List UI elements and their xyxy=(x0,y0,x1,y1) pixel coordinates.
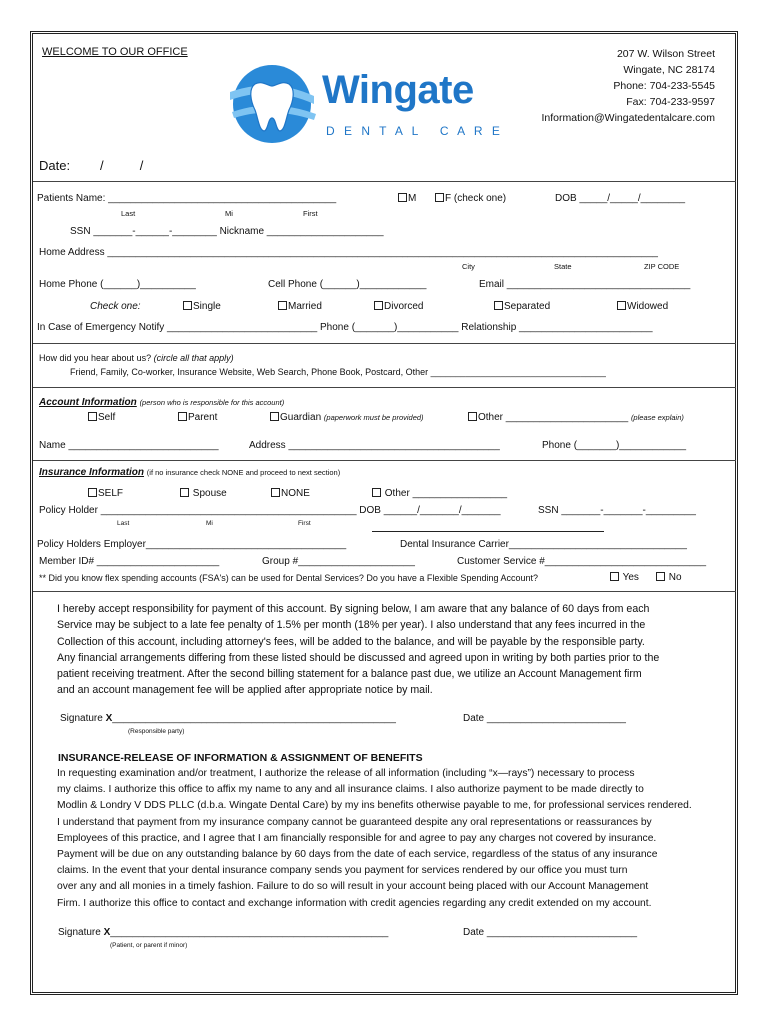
agreement-line: Service may be subject to a late fee penalty of 1.5% per month (18% per year). I also understand that any fees incurred in the xyxy=(57,619,646,632)
release-line: my claims. I authorize this office to affix my name to any and all insurance claims. I also authorize payment to be made directly to xyxy=(57,784,644,796)
fsa-no-label: No xyxy=(668,572,682,583)
release-line: over any and all monies in a timely fashion. Failure to do so will result in your account being placed with our Account Management xyxy=(57,881,649,893)
patient-signature-field[interactable] xyxy=(58,927,388,938)
separated-checkbox[interactable] xyxy=(494,301,550,312)
first-caption: First xyxy=(298,520,311,527)
date-field[interactable]: / / xyxy=(100,158,144,173)
address-line: Fax: 704-233-9597 xyxy=(626,96,715,108)
signature-label: Signature xyxy=(58,927,104,938)
employer-field[interactable]: Policy Holders Employer____________________________________ xyxy=(37,539,347,550)
fsa-yes-checkbox[interactable] xyxy=(610,572,639,583)
fsa-no-checkbox[interactable] xyxy=(656,572,682,583)
fsa-question: ** Did you know flex spending accounts (FSA's) can be used for Dental Services? Do you have a Flexible Spending Account? xyxy=(39,573,538,583)
male-checkbox[interactable] xyxy=(398,193,416,204)
office-address xyxy=(542,46,716,126)
self-checkbox[interactable] xyxy=(88,412,115,423)
mi-caption: Mi xyxy=(206,520,213,527)
checkbox-icon xyxy=(435,193,444,202)
address-line: 207 W. Wilson Street xyxy=(616,48,715,60)
agreement-line: I hereby accept responsibility for payment of this account. By signing below, I am aware that any balance of 60 days from each xyxy=(57,603,650,615)
release-line: Employees of this practice, and I agree that I am financially responsible for and agree to pay any charges not covered by insurance. xyxy=(57,832,657,844)
emergency-contact-field[interactable]: In Case of Emergency Notify ___________________________ Phone (_______)___________ Relationship ________________________ xyxy=(37,322,653,333)
referral-options[interactable]: Friend, Family, Co-worker, Insurance Website, Web Search, Phone Book, Postcard, Other ___________________________________ xyxy=(70,367,606,377)
underline-rule xyxy=(372,531,604,532)
single-checkbox[interactable] xyxy=(183,301,221,312)
account-title: Account Information xyxy=(39,397,137,408)
divider xyxy=(33,181,736,182)
zip-caption: ZIP CODE xyxy=(644,262,680,271)
release-title: INSURANCE-RELEASE OF INFORMATION & ASSIGNMENT OF BENEFITS xyxy=(58,752,423,764)
state-caption: State xyxy=(554,262,572,271)
agreement-line: patient receiving treatment. After the second billing statement for a balance past due, we utilize an Account Management firm xyxy=(57,668,642,681)
referral-question-text: How did you hear about us? xyxy=(39,353,152,363)
divider xyxy=(33,343,736,344)
checkbox-icon xyxy=(183,301,192,310)
guardian-note: (paperwork must be provided) xyxy=(323,413,424,422)
date-label: Date: xyxy=(39,158,71,173)
male-label: M xyxy=(408,193,417,204)
agreement-line: Any financial arrangements differing from these listed should be discussed and agreed upon in writing by both parties prior to the xyxy=(57,651,660,664)
widowed-checkbox[interactable] xyxy=(617,301,668,312)
checkbox-icon xyxy=(398,193,407,202)
signature-line: ___________________________________________________ xyxy=(112,713,396,724)
logo xyxy=(222,62,503,146)
insurance-other-checkbox[interactable] xyxy=(372,488,507,499)
insurance-note: (if no insurance check NONE and proceed to next section) xyxy=(146,468,341,477)
spouse-checkbox[interactable] xyxy=(180,488,227,499)
checkbox-icon xyxy=(271,488,280,497)
separated-label: Separated xyxy=(504,301,551,312)
checkbox-icon xyxy=(468,412,477,421)
checkbox-icon xyxy=(270,412,279,421)
signature-line: __________________________________________________ xyxy=(110,927,389,938)
signature-x: X xyxy=(105,713,113,724)
spouse-label: Spouse xyxy=(192,488,227,499)
release-line: Modlin & Londry V DDS PLLC (d.b.a. Wingate Dental Care) by my ins benefits otherwise payable to me, for professional services rendered. xyxy=(57,800,692,812)
release-line: claims. In the event that your dental insurance company sends you payment for services rendered by our office you must turn xyxy=(57,865,628,877)
logo-subtitle: D E N T A L C A R E xyxy=(326,124,503,138)
last-caption: Last xyxy=(121,209,136,218)
signature-label: Signature xyxy=(60,713,106,724)
policy-ssn-field[interactable]: SSN _______-_______-_________ xyxy=(538,505,696,516)
tooth-logo-icon xyxy=(222,62,322,146)
account-phone-field[interactable]: Phone (_______)____________ xyxy=(542,440,687,451)
checkbox-icon xyxy=(180,488,189,497)
last-caption: Last xyxy=(117,520,130,527)
none-label: NONE xyxy=(281,488,310,499)
parent-label: Parent xyxy=(188,412,218,423)
guardian-checkbox[interactable] xyxy=(270,412,424,423)
fsa-yes-label: Yes xyxy=(622,572,639,583)
insurance-self-checkbox[interactable] xyxy=(88,488,123,499)
parent-checkbox[interactable] xyxy=(178,412,217,423)
signature-caption: (Patient, or parent if minor) xyxy=(110,942,188,949)
other-label: Other ______________________ xyxy=(478,412,629,423)
release-line: In requesting examination and/or treatment, I authorize the release of all information (including “x—rays”) necessary to process xyxy=(57,768,635,779)
release-line: Firm. I authorize this office to contact and exchange information with credit agencies regarding any credit extended on my account. xyxy=(57,897,652,909)
ssn-nickname-field[interactable]: SSN _______-______-________ Nickname _____________________ xyxy=(70,226,384,237)
divorced-checkbox[interactable] xyxy=(374,301,423,312)
account-address-field[interactable]: Address ______________________________________ xyxy=(249,440,500,451)
customer-service-field[interactable]: Customer Service #_____________________________ xyxy=(457,556,707,567)
policy-holder-field[interactable]: Policy Holder ______________________________________________ DOB ______/_______/_______ xyxy=(39,505,501,516)
insurance-title: Insurance Information xyxy=(39,467,145,478)
account-name-field[interactable]: Name ___________________________ xyxy=(39,440,219,451)
logo-name: Wingate xyxy=(322,68,474,112)
address-line: Wingate, NC 28174 xyxy=(623,64,715,76)
female-checkbox[interactable] xyxy=(435,193,506,204)
agreement-line: and an account management fee will be applied after appropriate notice by mail. xyxy=(57,684,433,697)
city-caption: City xyxy=(462,262,475,271)
insurance-self-label: SELF xyxy=(98,488,124,499)
insurance-other-label: Other _________________ xyxy=(384,488,508,499)
checkbox-icon xyxy=(88,488,97,497)
address-line: Information@Wingatedentalcare.com xyxy=(541,112,715,124)
release-date-field[interactable]: Date ___________________________ xyxy=(463,927,638,938)
email-field[interactable]: Email _________________________________ xyxy=(479,279,691,290)
patient-name-field[interactable]: Patients Name: _________________________________________ xyxy=(37,193,337,204)
checkbox-icon xyxy=(88,412,97,421)
cell-phone-field[interactable]: Cell Phone (______)____________ xyxy=(268,279,427,290)
married-label: Married xyxy=(288,301,322,312)
release-line: I understand that payment from my insurance company cannot be guaranteed despite any oral representations or reassurances by xyxy=(57,816,652,828)
release-text xyxy=(57,766,729,912)
checkbox-icon xyxy=(610,572,619,581)
female-label: F (check one) xyxy=(445,193,507,204)
checkbox-icon xyxy=(374,301,383,310)
checkbox-icon xyxy=(617,301,626,310)
welcome-heading: WELCOME TO OUR OFFICE xyxy=(42,46,188,58)
check-one-label: Check one: xyxy=(90,301,141,312)
referral-note: (circle all that apply) xyxy=(153,353,234,363)
divider xyxy=(33,387,736,388)
financial-agreement xyxy=(57,601,722,699)
divider xyxy=(33,460,736,461)
divider xyxy=(33,591,736,592)
home-phone-field[interactable]: Home Phone (______)__________ xyxy=(39,279,196,290)
checkbox-icon xyxy=(372,488,381,497)
married-checkbox[interactable] xyxy=(278,301,322,312)
other-note: (please explain) xyxy=(630,413,684,422)
member-id-field[interactable]: Member ID# ______________________ xyxy=(39,556,220,567)
checkbox-icon xyxy=(178,412,187,421)
group-field[interactable]: Group #_____________________ xyxy=(262,556,415,567)
agreement-line: Collection of this account, including attorney's fees, will be added to the balance, and will be payable by the responsible party. xyxy=(57,635,645,648)
self-label: Self xyxy=(98,412,116,423)
single-label: Single xyxy=(193,301,221,312)
dob-field[interactable]: DOB _____/_____/________ xyxy=(555,193,686,204)
widowed-label: Widowed xyxy=(627,301,669,312)
signature-caption: (Responsible party) xyxy=(128,728,185,735)
signature-x: X xyxy=(103,927,111,938)
release-line: Payment will be due on any outstanding balance by 60 days from the date of each service, regardless of the status of any insurance xyxy=(57,849,658,861)
other-account-checkbox[interactable] xyxy=(468,412,684,423)
carrier-field[interactable]: Dental Insurance Carrier________________________________ xyxy=(400,539,687,550)
account-note: (person who is responsible for this account) xyxy=(139,398,285,407)
home-address-field[interactable]: Home Address ___________________________________________________________________________________________________ xyxy=(39,247,658,258)
referral-question xyxy=(39,353,234,363)
first-caption: First xyxy=(303,209,318,218)
checkbox-icon xyxy=(494,301,503,310)
mi-caption: Mi xyxy=(225,209,233,218)
responsible-signature-field[interactable] xyxy=(60,713,396,724)
address-line: Phone: 704-233-5545 xyxy=(613,80,715,92)
checkbox-icon xyxy=(656,572,665,581)
none-checkbox[interactable] xyxy=(271,488,310,499)
agreement-date-field[interactable]: Date _________________________ xyxy=(463,713,626,724)
divorced-label: Divorced xyxy=(384,301,424,312)
checkbox-icon xyxy=(278,301,287,310)
guardian-label: Guardian xyxy=(280,412,322,423)
insurance-section-title xyxy=(39,467,340,478)
account-section-title xyxy=(39,397,284,408)
